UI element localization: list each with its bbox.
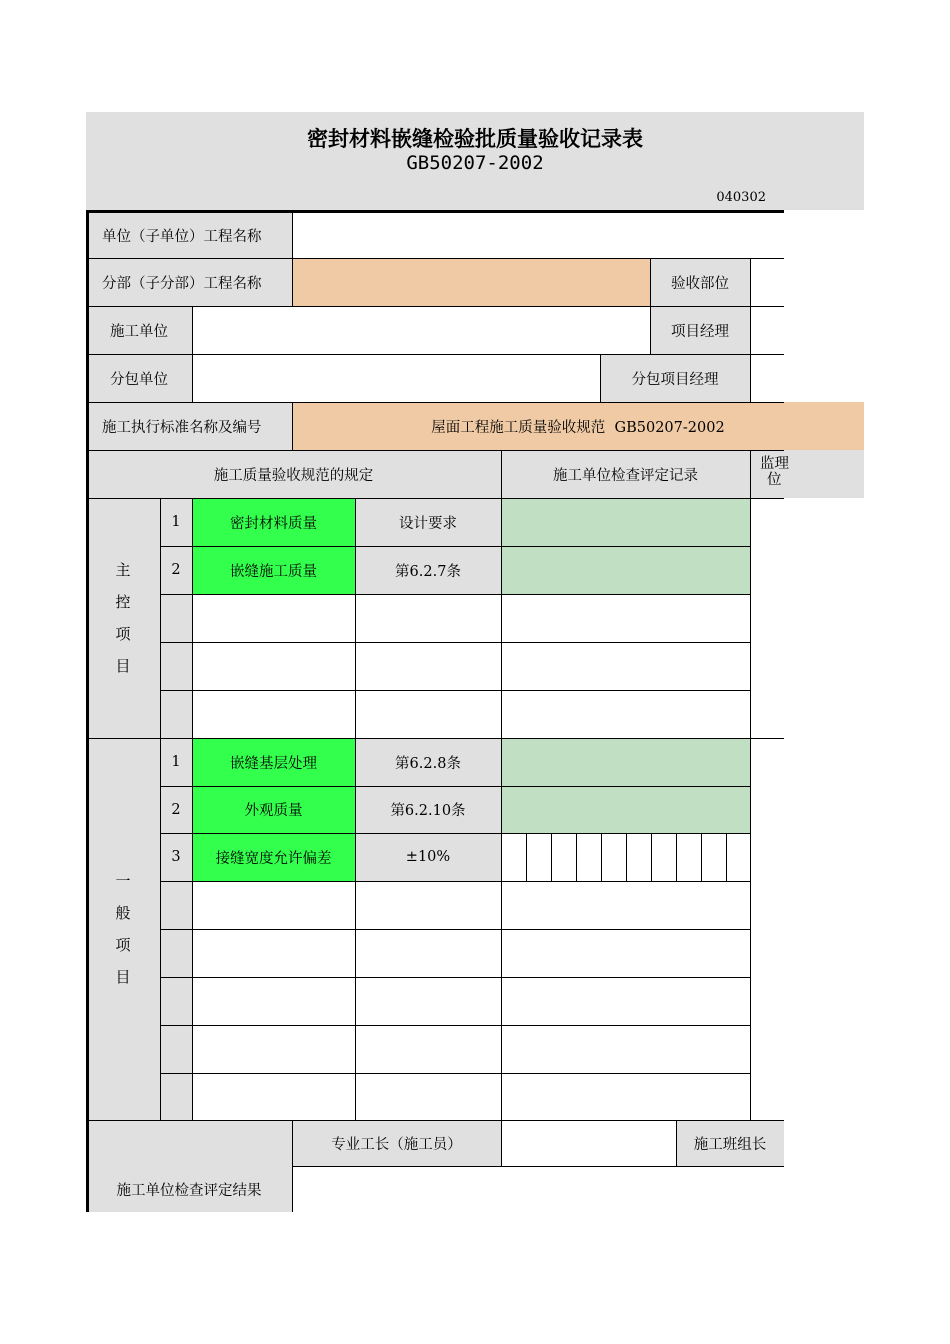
item-name: 密封材料质量 <box>230 515 317 532</box>
foreman-label: 专业工长（施工员） <box>331 1136 462 1153</box>
acceptance-part-input[interactable] <box>750 258 784 306</box>
subcontract-manager-input[interactable] <box>750 354 784 402</box>
project-manager-input[interactable] <box>750 306 784 354</box>
general-label-char: 目 <box>115 968 131 986</box>
standard-label: 施工执行标准名称及编号 <box>102 419 262 436</box>
project-name-label: 单位（子单位）工程名称 <box>102 228 262 245</box>
spec-column-header: 施工质量验收规范的规定 <box>213 467 374 484</box>
main-control-label-char: 主 <box>115 561 131 579</box>
subcontract-manager-label: 分包项目经理 <box>631 371 719 388</box>
subcontract-unit-input[interactable] <box>192 354 600 402</box>
item-requirement: 第6.2.7条 <box>395 563 461 580</box>
main-control-label-char: 控 <box>115 593 131 611</box>
supervision-header-line2: 位 <box>767 472 782 488</box>
item-name: 嵌缝施工质量 <box>230 563 317 580</box>
construction-unit-label: 施工单位 <box>110 323 168 340</box>
supervision-column-header <box>752 456 789 496</box>
item-name: 接缝宽度允许偏差 <box>215 850 332 867</box>
record-input[interactable] <box>501 738 750 786</box>
general-label-char: 项 <box>115 936 131 954</box>
result-label: 施工单位检查评定结果 <box>116 1182 262 1199</box>
main-control-label <box>86 498 160 738</box>
form-title: 密封材料嵌缝检验批质量验收记录表 <box>307 127 643 151</box>
item-number: 1 <box>171 754 181 770</box>
project-manager-label: 项目经理 <box>671 323 729 340</box>
record-input[interactable] <box>501 546 750 594</box>
item-number: 2 <box>171 562 181 578</box>
project-name-input[interactable] <box>292 212 784 258</box>
record-column-header: 施工单位检查评定记录 <box>553 467 698 484</box>
general-label <box>86 738 160 1120</box>
form-number: 040302 <box>716 190 766 205</box>
record-input[interactable] <box>501 498 750 546</box>
item-name: 外观质量 <box>244 803 303 819</box>
supervision-header-line1: 监理 <box>760 456 789 472</box>
subcontract-unit-label: 分包单位 <box>110 371 168 388</box>
sub-project-input[interactable] <box>292 258 650 306</box>
main-control-label-char: 项 <box>115 625 131 643</box>
item-number: 1 <box>171 514 181 530</box>
record-input[interactable] <box>501 786 750 833</box>
construction-unit-input[interactable] <box>192 306 650 354</box>
item-requirement: 第6.2.8条 <box>395 755 461 772</box>
sub-project-label: 分部（子分部）工程名称 <box>102 275 262 292</box>
item-name: 嵌缝基层处理 <box>230 755 317 772</box>
acceptance-part-label: 验收部位 <box>671 275 729 292</box>
general-label-char: 般 <box>115 904 131 922</box>
item-requirement: 第6.2.10条 <box>390 803 466 819</box>
team-leader-label: 施工班组长 <box>693 1136 767 1153</box>
standard-code: GB50207-2002 <box>406 152 544 174</box>
foreman-input[interactable] <box>501 1120 676 1166</box>
item-number: 3 <box>171 849 181 865</box>
item-requirement: 设计要求 <box>399 515 457 532</box>
item-requirement: ±10% <box>405 849 451 865</box>
item-number: 2 <box>171 801 181 818</box>
main-control-label-char: 目 <box>115 657 131 675</box>
general-label-char: 一 <box>115 872 131 890</box>
result-input[interactable] <box>292 1166 784 1212</box>
standard-value: 屋面工程施工质量验收规范 GB50207-2002 <box>431 419 725 436</box>
